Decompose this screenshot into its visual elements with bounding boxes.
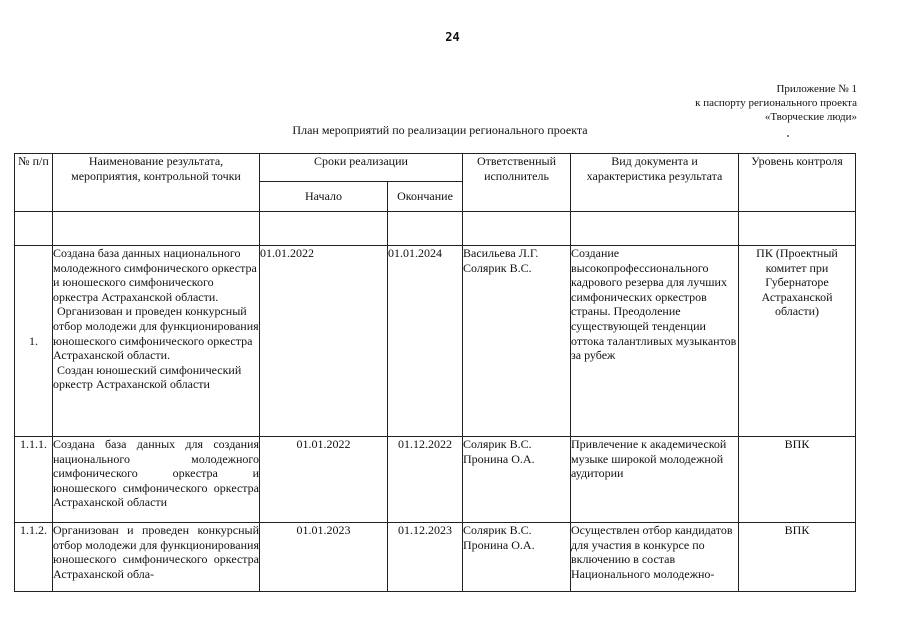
row-end-date: 01.12.2023: [388, 523, 463, 592]
appendix-heading: [695, 82, 857, 124]
row-control: ПК (Проектный комитет при Губернаторе Астраханской области): [739, 246, 856, 437]
appendix-line-2: к паспорту регионального проекта: [695, 97, 857, 109]
row-end-date: 01.12.2022: [388, 437, 463, 523]
header-num: № п/п: [15, 154, 53, 212]
row-doc: Привлечение к академической музыке широкой молодежной аудитории: [571, 437, 739, 523]
header-dates: Сроки реализации: [260, 154, 463, 182]
row-end-date: 01.01.2024: [388, 246, 463, 437]
row-number: 1.1.2.: [15, 523, 53, 592]
plan-table: [14, 153, 856, 592]
scan-speck: [787, 135, 789, 137]
row-responsible: Солярик В.С. Пронина О.А.: [463, 523, 571, 592]
header-row-1: [15, 154, 856, 182]
row-responsible: Солярик В.С. Пронина О.А.: [463, 437, 571, 523]
header-start: Начало: [260, 182, 388, 212]
document-title: План мероприятий по реализации регионального проекта: [292, 123, 588, 137]
appendix-line-1: Приложение № 1: [776, 83, 857, 95]
table-row: [15, 437, 856, 523]
row-name-part: Организован и проведен конкурсный отбор молодежи для функционирования юношеского симфонического оркестра Астраханской области.: [53, 304, 259, 363]
table-row: [15, 523, 856, 592]
row-start-date: 01.01.2022: [260, 437, 388, 523]
header-end: Окончание: [388, 182, 463, 212]
row-number: 1.1.1.: [15, 437, 53, 523]
appendix-line-3: «Творческие люди»: [764, 111, 857, 123]
row-control: ВПК: [739, 523, 856, 592]
row-control: ВПК: [739, 437, 856, 523]
row-name-part: Создана база данных национального молодежного симфонического оркестра и юношеского симфонического оркестра Астраханской области.: [53, 246, 257, 304]
row-responsible: Васильева Л.Г. Солярик В.С.: [463, 246, 571, 437]
header-name: Наименование результата, мероприятия, контрольной точки: [53, 154, 260, 212]
header-responsible: Ответственный исполнитель: [463, 154, 571, 212]
row-doc: Осуществлен отбор кандидатов для участия в конкурсе по включению в состав Национального молодежно-: [571, 523, 739, 592]
row-number: 1.: [15, 246, 53, 437]
header-doc: Вид документа и характеристика результата: [571, 154, 739, 212]
row-name: [53, 246, 260, 437]
table-row: [15, 246, 856, 437]
header-control: Уровень контроля: [739, 154, 856, 212]
row-start-date: 01.01.2022: [260, 246, 388, 437]
row-doc: Создание высокопрофессионального кадрового резерва для лучших симфонических оркестров страны. Преодоление существующей тенденции оттока талантливых музыкантов за рубеж: [571, 246, 739, 437]
row-name: Создана база данных для создания национального молодежного симфонического оркестра и юношеского симфонического оркестра Астраханской области: [53, 437, 260, 523]
row-start-date: 01.01.2023: [260, 523, 388, 592]
header-spacer-row: [15, 212, 856, 246]
row-name-part: Создан юношеский симфонический оркестр Астраханской области: [53, 362, 242, 392]
page-number: 24: [445, 30, 460, 44]
row-name: Организован и проведен конкурсный отбор молодежи для функционирования юношеского симфонического оркестра Астраханской обла-: [53, 523, 260, 592]
